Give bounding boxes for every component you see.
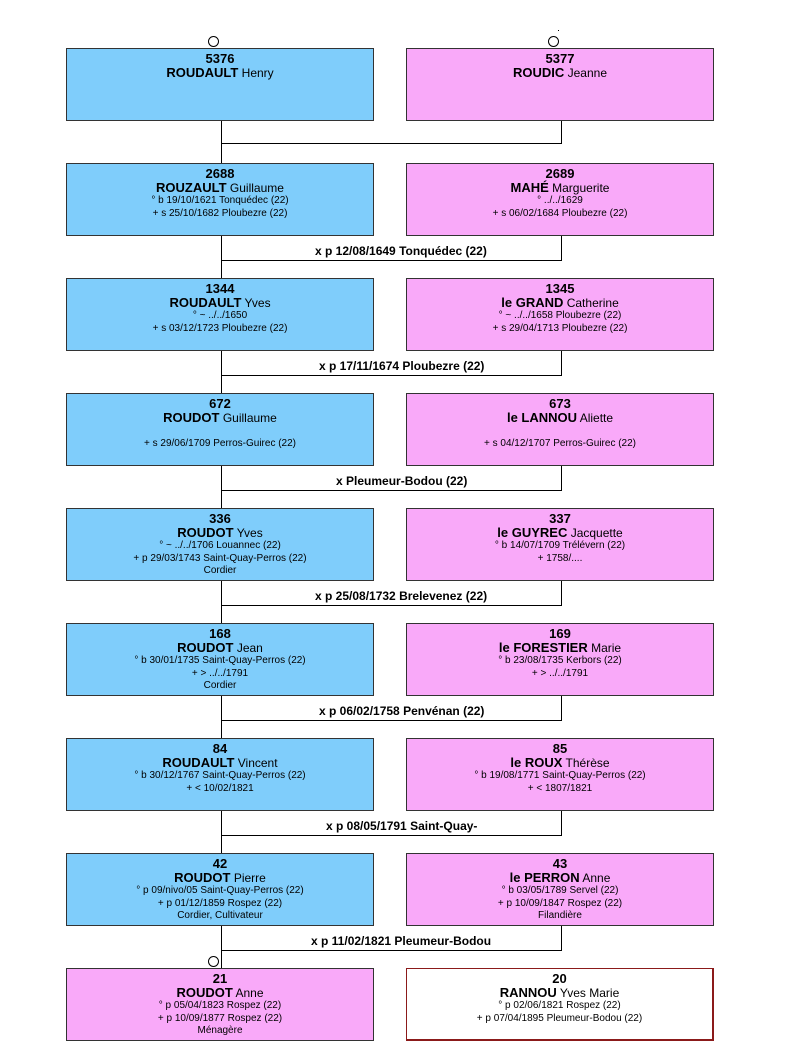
person-detail-line: ° b 14/07/1709 Trélévern (22) bbox=[494, 540, 626, 551]
person-surname: RANNOU bbox=[499, 985, 557, 1000]
person-detail-line: ° p 02/06/1821 Rospez (22) bbox=[498, 1000, 621, 1011]
husband-box[interactable] bbox=[66, 393, 374, 466]
person-detail-line: + s 04/12/1707 Perros-Guirec (22) bbox=[483, 437, 637, 449]
person-number: 42 bbox=[212, 856, 228, 871]
person-name bbox=[67, 296, 373, 310]
person-detail-line: ° b 30/01/1735 Saint-Quay-Perros (22) bbox=[134, 655, 306, 666]
marriage-line bbox=[221, 143, 562, 144]
person-name bbox=[407, 641, 713, 655]
person-surname: ROUDOT bbox=[177, 640, 234, 655]
person-name bbox=[67, 66, 373, 80]
person-name bbox=[67, 411, 373, 425]
person-surname: ROUZAULT bbox=[156, 180, 227, 195]
person-detail-line: Cordier bbox=[203, 565, 237, 576]
marriage-line bbox=[221, 720, 562, 721]
descent-line bbox=[221, 811, 222, 853]
husband-box[interactable] bbox=[66, 623, 374, 696]
person-detail-line: ° b 23/08/1735 Kerbors (22) bbox=[498, 655, 622, 666]
person-given-name: Henry bbox=[241, 66, 274, 80]
marriage-label: x p 08/05/1791 Saint-Quay- bbox=[326, 819, 478, 833]
wife-box[interactable] bbox=[406, 968, 714, 1041]
person-number: 21 bbox=[212, 971, 228, 986]
person-detail-line: + 1758/.... bbox=[537, 552, 583, 564]
person-given-name: Anne bbox=[235, 986, 264, 1000]
descendant-circle-icon bbox=[208, 956, 219, 967]
person-name bbox=[67, 526, 373, 540]
person-given-name: Anne bbox=[582, 871, 611, 885]
descent-line bbox=[221, 581, 222, 623]
person-detail-line bbox=[407, 425, 713, 438]
spouse-drop-line bbox=[561, 581, 562, 605]
person-surname: ROUDIC bbox=[513, 65, 565, 80]
marriage-line bbox=[221, 835, 562, 836]
person-given-name: Marie bbox=[591, 641, 622, 655]
person-number: 84 bbox=[212, 741, 228, 756]
person-detail-line bbox=[67, 425, 373, 438]
marriage-line bbox=[221, 950, 562, 951]
marriage-label: x p 11/02/1821 Pleumeur-Bodou bbox=[311, 934, 492, 948]
person-detail-line: + s 29/04/1713 Ploubezre (22) bbox=[492, 322, 628, 334]
person-detail-line: ° b 19/10/1621 Tonquédec (22) bbox=[151, 195, 289, 206]
person-number: 20 bbox=[552, 971, 567, 986]
person-number: 672 bbox=[209, 396, 231, 411]
person-number: 2688 bbox=[205, 166, 235, 181]
person-number: 85 bbox=[552, 741, 568, 756]
husband-box[interactable] bbox=[66, 48, 374, 121]
person-given-name: Guillaume bbox=[229, 181, 284, 195]
person-detail-line: + s 29/06/1709 Perros-Guirec (22) bbox=[143, 437, 297, 449]
wife-box[interactable] bbox=[406, 278, 714, 351]
person-given-name: Thérèse bbox=[565, 756, 610, 770]
person-detail-line: Cordier, Cultivateur bbox=[177, 910, 263, 921]
person-surname: ROUDOT bbox=[176, 985, 233, 1000]
person-given-name: Yves Marie bbox=[559, 986, 620, 1000]
marriage-label: x p 25/08/1732 Brelevenez (22) bbox=[315, 589, 488, 603]
person-given-name: Jacquette bbox=[570, 526, 623, 540]
husband-box[interactable] bbox=[66, 163, 374, 236]
person-detail-line: ° b 30/12/1767 Saint-Quay-Perros (22) bbox=[134, 770, 306, 781]
person-detail-line: + p 10/09/1877 Rospez (22) bbox=[157, 1012, 283, 1024]
person-given-name: Aliette bbox=[579, 411, 614, 425]
person-number: 337 bbox=[549, 511, 571, 526]
person-surname: le GUYREC bbox=[497, 525, 568, 540]
marriage-label: x p 06/02/1758 Penvénan (22) bbox=[319, 704, 485, 718]
person-number: 168 bbox=[209, 626, 231, 641]
person-surname: ROUDAULT bbox=[169, 295, 242, 310]
spouse-drop-line bbox=[561, 466, 562, 490]
person-surname: le PERRON bbox=[509, 870, 580, 885]
person-detail-line: Cordier bbox=[203, 680, 237, 691]
spouse-drop-line bbox=[561, 926, 562, 950]
person-given-name: Vincent bbox=[237, 756, 278, 770]
person-detail-line: ° ../../1629 bbox=[537, 195, 583, 206]
person-number: 673 bbox=[549, 396, 571, 411]
person-number: 2689 bbox=[545, 166, 575, 181]
person-detail-line: ° ~ ../../1706 Louannec (22) bbox=[159, 540, 281, 551]
person-name bbox=[407, 66, 713, 80]
spouse-drop-line bbox=[561, 236, 562, 260]
person-detail-line: Filandière bbox=[538, 910, 582, 921]
wife-box[interactable] bbox=[406, 508, 714, 581]
person-detail-line: ° ~ ../../1650 bbox=[192, 310, 248, 321]
wife-box[interactable] bbox=[406, 48, 714, 121]
person-number: 336 bbox=[209, 511, 231, 526]
person-surname: ROUDAULT bbox=[166, 65, 239, 80]
descent-line bbox=[221, 466, 222, 508]
wife-box[interactable] bbox=[406, 853, 714, 926]
marriage-line bbox=[221, 605, 562, 606]
person-given-name: Yves bbox=[236, 526, 263, 540]
person-detail-line: + > ../../1791 bbox=[191, 667, 249, 679]
person-given-name: Marguerite bbox=[552, 181, 610, 195]
husband-box[interactable] bbox=[66, 968, 374, 1041]
person-surname: le ROUX bbox=[510, 755, 563, 770]
person-surname: le LANNOU bbox=[506, 410, 578, 425]
wife-box[interactable] bbox=[406, 393, 714, 466]
person-name bbox=[67, 756, 373, 770]
descent-line bbox=[221, 696, 222, 738]
person-detail-line: ° b 19/08/1771 Saint-Quay-Perros (22) bbox=[474, 770, 646, 781]
person-detail-line: + p 01/12/1859 Rospez (22) bbox=[157, 897, 283, 909]
wife-box[interactable] bbox=[406, 623, 714, 696]
person-given-name: Yves bbox=[244, 296, 271, 310]
person-name bbox=[407, 756, 713, 770]
person-given-name: Catherine bbox=[566, 296, 619, 310]
person-detail-line: + p 07/04/1895 Pleumeur-Bodou (22) bbox=[476, 1012, 643, 1024]
spouse-drop-line bbox=[561, 696, 562, 720]
person-detail-line: + p 29/03/1743 Saint-Quay-Perros (22) bbox=[133, 552, 307, 564]
person-number: 5377 bbox=[545, 51, 575, 66]
descent-line bbox=[221, 926, 222, 968]
person-name bbox=[67, 641, 373, 655]
person-surname: le FORESTIER bbox=[498, 640, 588, 655]
person-detail-line: Ménagère bbox=[197, 1025, 243, 1036]
marker-dot bbox=[558, 30, 559, 31]
person-detail-line: ° ~ ../../1658 Ploubezre (22) bbox=[498, 310, 622, 321]
person-detail-line: ° p 05/04/1823 Rospez (22) bbox=[158, 1000, 282, 1011]
husband-box[interactable] bbox=[66, 738, 374, 811]
person-detail-line: + < 1807/1821 bbox=[527, 782, 593, 794]
descent-line bbox=[221, 236, 222, 278]
spouse-drop-line bbox=[561, 121, 562, 143]
descent-line bbox=[221, 351, 222, 393]
person-number: 5376 bbox=[205, 51, 235, 66]
person-name bbox=[407, 986, 712, 1000]
person-name bbox=[407, 296, 713, 310]
person-number: 43 bbox=[552, 856, 568, 871]
person-surname: ROUDAULT bbox=[162, 755, 235, 770]
husband-box[interactable] bbox=[66, 853, 374, 926]
husband-box[interactable] bbox=[66, 278, 374, 351]
person-detail-line: + p 10/09/1847 Rospez (22) bbox=[497, 897, 623, 909]
person-detail-line: + s 25/10/1682 Ploubezre (22) bbox=[152, 207, 288, 219]
spouse-drop-line bbox=[561, 811, 562, 835]
person-surname: ROUDOT bbox=[177, 525, 234, 540]
person-name bbox=[67, 871, 373, 885]
person-number: 1345 bbox=[545, 281, 575, 296]
wife-box[interactable] bbox=[406, 738, 714, 811]
person-name bbox=[67, 986, 373, 1000]
marriage-label: x p 17/11/1674 Ploubezre (22) bbox=[319, 359, 485, 373]
no-ancestor-circle-icon bbox=[208, 36, 219, 47]
person-given-name: Pierre bbox=[233, 871, 266, 885]
person-number: 1344 bbox=[205, 281, 235, 296]
marriage-line bbox=[221, 490, 562, 491]
person-name bbox=[407, 181, 713, 195]
marriage-label: x Pleumeur-Bodou (22) bbox=[336, 474, 468, 488]
person-detail-line: ° b 03/05/1789 Servel (22) bbox=[501, 885, 619, 896]
person-surname: le GRAND bbox=[501, 295, 564, 310]
person-name bbox=[407, 411, 713, 425]
marriage-label: x p 12/08/1649 Tonquédec (22) bbox=[315, 244, 487, 258]
wife-box[interactable] bbox=[406, 163, 714, 236]
person-surname: ROUDOT bbox=[174, 870, 231, 885]
person-surname: MAHÉ bbox=[510, 180, 549, 195]
person-number: 169 bbox=[549, 626, 571, 641]
spouse-drop-line bbox=[561, 351, 562, 375]
person-given-name: Jean bbox=[236, 641, 263, 655]
person-detail-line: + < 10/02/1821 bbox=[186, 782, 254, 794]
marriage-line bbox=[221, 375, 562, 376]
person-name bbox=[407, 871, 713, 885]
no-ancestor-circle-icon bbox=[548, 36, 559, 47]
person-detail-line: + > ../../1791 bbox=[531, 667, 589, 679]
person-given-name: Jeanne bbox=[567, 66, 607, 80]
person-surname: ROUDOT bbox=[163, 410, 220, 425]
person-given-name: Guillaume bbox=[222, 411, 277, 425]
husband-box[interactable] bbox=[66, 508, 374, 581]
person-detail-line: + s 06/02/1684 Ploubezre (22) bbox=[492, 207, 628, 219]
person-name bbox=[67, 181, 373, 195]
person-name bbox=[407, 526, 713, 540]
person-detail-line: ° p 09/nivo/05 Saint-Quay-Perros (22) bbox=[136, 885, 304, 896]
descent-line bbox=[221, 121, 222, 163]
person-detail-line: + s 03/12/1723 Ploubezre (22) bbox=[152, 322, 288, 334]
marriage-line bbox=[221, 260, 562, 261]
